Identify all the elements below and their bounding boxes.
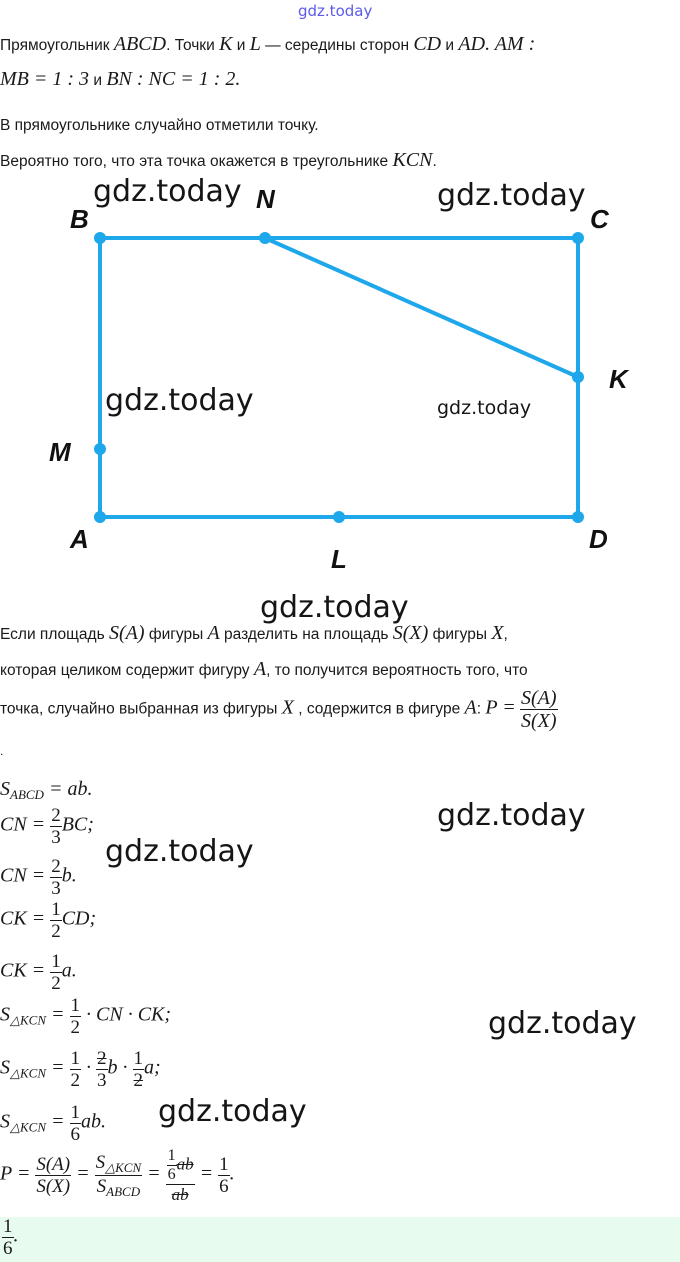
solution-line-9: P = $\frac{S(A)}{S(X)}$ = $\frac{S_{\triangle KCN}}{S_{ABCD}}$ = $\frac{1}{6}$ ab ab = $\frac{1}{6}$ .: [0, 1147, 235, 1204]
point-d: [572, 511, 584, 523]
watermark: gdz.today: [437, 397, 532, 419]
fraction-sa-sx: $\frac{S(A)}{S(X)}$: [521, 687, 557, 732]
problem-line-4: Вероятно того, что эта точка окажется в треугольнике KCN.: [0, 149, 437, 171]
problem-line-2: MB = 1 : 3 и BN : NC = 1 : 2.: [0, 68, 241, 90]
rectangle-abcd: [100, 238, 578, 517]
solution-line-8: $S_{\triangle KCN}$ = $\frac{1}{6}$ ab.: [0, 1102, 107, 1145]
solution-line-7: $S_{\triangle KCN}$ = $\frac{1}{2}$ · $\frac{2}{3}$ b · $\frac{1}{2}$ a;: [0, 1048, 161, 1091]
problem-line-1: Прямоугольник ABCD. Точки K и L — середины сторон CD и AD. AM :: [0, 33, 536, 55]
label-b: B: [70, 204, 89, 234]
watermark: gdz.today: [105, 834, 254, 869]
watermark: gdz.today: [260, 590, 409, 625]
rectangle-figure: [0, 180, 680, 580]
label-n: N: [256, 184, 275, 214]
site-logo[interactable]: gdz.today: [298, 2, 373, 20]
point-b: [94, 232, 106, 244]
solution-line-4: CK = $\frac{1}{2}$ CD;: [0, 899, 97, 942]
point-k: [572, 371, 584, 383]
point-c: [572, 232, 584, 244]
explanation-line-3: точка, случайно выбранная из фигуры X , содержится в фигуре A: P = $\frac{S(A)}{S(X)}$: [0, 687, 557, 732]
solution-line-1: $S_{ABCD}$ = ab.: [0, 778, 93, 802]
explanation-dot: .: [0, 744, 4, 758]
watermark: gdz.today: [105, 383, 254, 418]
watermark: gdz.today: [437, 178, 586, 213]
label-a: A: [70, 524, 89, 554]
segment-nk: [265, 238, 578, 377]
point-n: [259, 232, 271, 244]
problem-line-3: В прямоугольнике случайно отметили точку.: [0, 117, 319, 134]
point-a: [94, 511, 106, 523]
watermark: gdz.today: [158, 1094, 307, 1129]
label-c: C: [590, 204, 609, 234]
label-m: M: [49, 437, 71, 467]
solution-line-5: CK = $\frac{1}{2}$ a.: [0, 951, 77, 994]
solution-line-2: CN = $\frac{2}{3}$ BC;: [0, 805, 94, 848]
watermark: gdz.today: [93, 174, 242, 209]
label-d: D: [589, 524, 608, 554]
point-m: [94, 443, 106, 455]
answer-value: $\frac{1}{6}$ .: [3, 1216, 19, 1259]
label-k: K: [609, 364, 628, 394]
solution-line-6: $S_{\triangle KCN}$ = $\frac{1}{2}$ · CN · CK;: [0, 995, 172, 1038]
watermark: gdz.today: [488, 1006, 637, 1041]
explanation-line-2: которая целиком содержит фигуру A, то получится вероятность того, что: [0, 658, 528, 680]
explanation-line-1: Если площадь S(A) фигуры A разделить на площадь S(X) фигуры X,: [0, 622, 508, 644]
solution-line-3: CN = $\frac{2}{3}$ b.: [0, 856, 77, 899]
point-l: [333, 511, 345, 523]
answer-box: [0, 1217, 680, 1262]
watermark: gdz.today: [437, 798, 586, 833]
label-l: L: [331, 544, 347, 574]
